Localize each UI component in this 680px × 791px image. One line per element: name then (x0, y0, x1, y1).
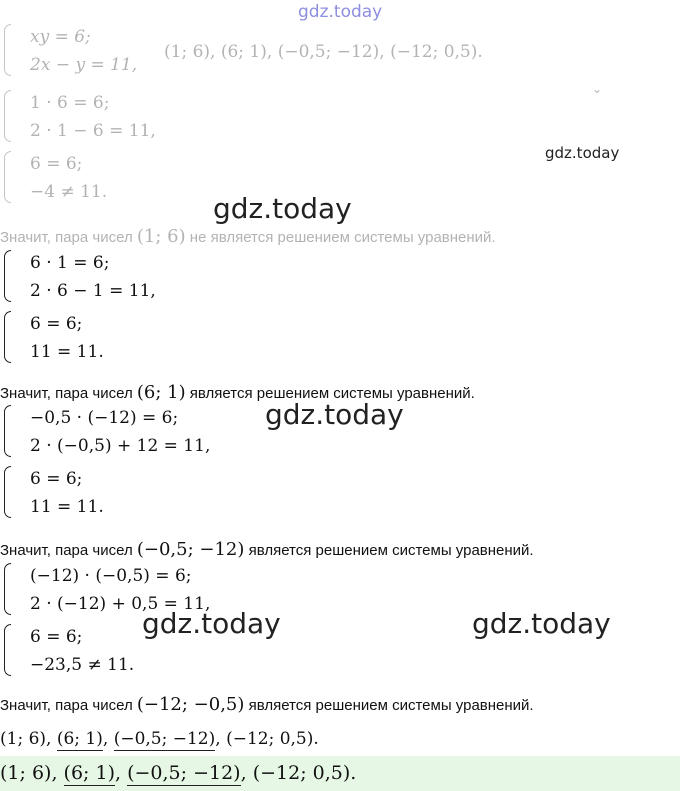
answer-a: (1; 6) (0, 729, 47, 749)
check3-system-b: 6 = 6; 11 = 11. (4, 466, 154, 522)
answer-c: (−0,5; −12) (113, 729, 216, 749)
hl-answer-c: (−0,5; −12) (127, 762, 241, 784)
cand-a: (1; 6) (164, 42, 211, 62)
system-given-eq2: 2x − y = 11, (30, 55, 138, 75)
check1-system-a: 1 · 6 = 6; 2 · 1 − 6 = 11, (4, 90, 174, 146)
check2-system-b: 6 = 6; 11 = 11. (4, 311, 154, 367)
watermark-large-2: gdz.today (265, 398, 404, 431)
highlighted-answer: (1; 6), (6; 1), (−0,5; −12), (−12; 0,5). (0, 762, 357, 784)
answer-line: (1; 6), (6; 1), (−0,5; −12), (−12; 0,5). (0, 729, 319, 749)
cand-c: (−0,5; −12) (277, 42, 380, 62)
conclusion-3: Значит, пара чисел (−0,5; −12) является решением системы уравнений. (0, 539, 534, 560)
watermark-large-3: gdz.today (142, 607, 281, 640)
check1-system-b: 6 = 6; −4 ≠ 11. (4, 151, 154, 207)
watermark-small: gdz.today (545, 144, 620, 162)
watermark-large-1: gdz.today (213, 192, 352, 225)
answer-b: (6; 1) (56, 729, 103, 749)
cand-b: (6; 1) (220, 42, 267, 62)
check4-system-a: (−12) · (−0,5) = 6; 2 · (−12) + 0,5 = 11, (4, 563, 264, 619)
conclusion-2: Значит, пара чисел (6; 1) является решением системы уравнений. (0, 382, 475, 403)
candidate-pairs-faded: (1; 6), (6; 1), (−0,5; −12), (−12; 0,5). (164, 42, 483, 62)
hl-answer-d: (−12; 0,5) (252, 762, 351, 784)
hl-answer-a: (1; 6) (0, 762, 52, 784)
system-given (4, 24, 154, 80)
conclusion-4: Значит, пара чисел (−12; −0,5) является решением системы уравнений. (0, 694, 534, 715)
watermark-top: gdz.today (298, 2, 383, 22)
check3-system-a: −0,5 · (−12) = 6; 2 · (−0,5) + 12 = 11, (4, 405, 244, 461)
watermark-large-4: gdz.today (472, 607, 611, 640)
answer-d: (−12; 0,5) (226, 729, 314, 749)
hl-answer-b: (6; 1) (63, 762, 115, 784)
chevron-down-icon: ⌄ (592, 82, 603, 96)
check2-system-a: 6 · 1 = 6; 2 · 6 − 1 = 11, (4, 250, 174, 306)
cand-d: (−12; 0,5) (390, 42, 478, 62)
check4-system-b: 6 = 6; −23,5 ≠ 11. (4, 624, 164, 680)
system-given-eq1: xy = 6; (30, 27, 91, 47)
conclusion-1: Значит, пара чисел (1; 6) не является решением системы уравнений. (0, 226, 496, 247)
